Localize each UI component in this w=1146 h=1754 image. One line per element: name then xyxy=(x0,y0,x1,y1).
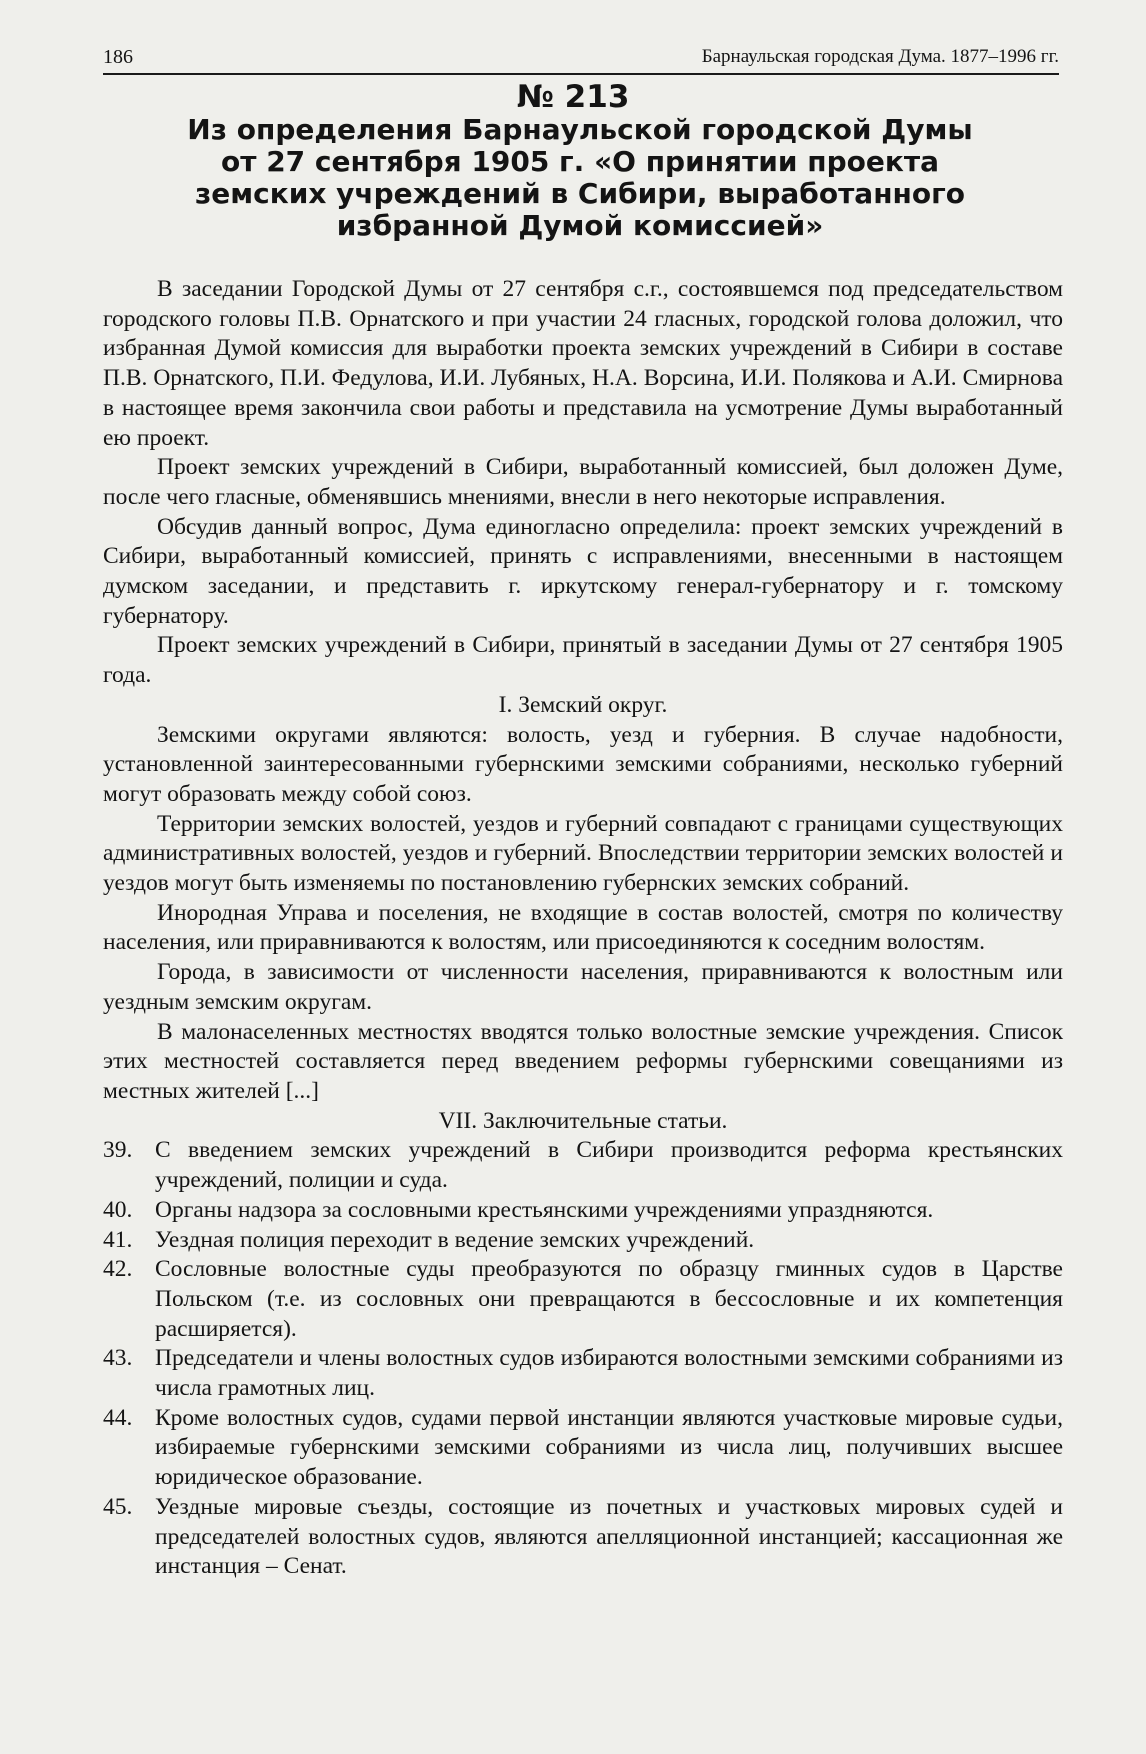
intro-paragraph: Проект земских учреждений в Сибири, выработанный комиссией, был доложен Думе, после чего гласные, обменявшись мнениями, внесли в него некоторые исправления. xyxy=(103,454,1063,510)
article-item xyxy=(103,1226,1063,1256)
article-text: Кроме волостных судов, судами первой инстанции являются участковые мировые судьи, избираемые губернскими земскими собраниями из числа лиц, получивших высшее юридическое образование. xyxy=(155,1404,1063,1491)
article-number: 43. xyxy=(103,1345,133,1372)
document-title xyxy=(118,114,1042,242)
section-heading-7: VII. Заключительные статьи. xyxy=(438,1107,728,1134)
article-item xyxy=(103,1136,1063,1195)
title-line: от 27 сентября 1905 г. «О принятии проекта xyxy=(220,145,939,178)
article-item xyxy=(103,1493,1063,1582)
article-text: С введением земских учреждений в Сибири производится реформа крестьянских учреждений, полиции и суда. xyxy=(155,1137,1063,1194)
header-rule xyxy=(103,73,1059,75)
document-number: № 213 xyxy=(516,79,630,115)
section-paragraph: Земскими округами являются: волость, уезд и губерния. В случае надобности, установленной заинтересованными губернскими земскими собраниями, несколько губерний могут образовать между собой союз. xyxy=(103,721,1063,807)
intro-paragraph: В заседании Городской Думы от 27 сентября с.г., состоявшемся под председательством городского головы П.В. Орнатского и при участии 24 гласных, городской голова доложил, что избранная Думой комиссия для выработки проекта земских учреждений в Сибири в составе П.В. Орнатского, П.И. Федулова, И.И. Лубяных, Н.А. Ворсина, И.И. Полякова и А.И. Смирнова в настоящее время закончила свои работы и представила на усмотрение Думы выработанный ею проект. xyxy=(103,276,1063,451)
article-text: Уездные мировые съезды, состоящие из почетных и участковых мировых судей и председателей волостных судов, являются апелляционной инстанцией; кассационная же инстанция – Сенат. xyxy=(155,1493,1063,1580)
article-text: Уездная полиция переходит в ведение земских учреждений. xyxy=(155,1226,755,1253)
section-paragraph: Инородная Управа и поселения, не входящие в состав волостей, смотря по количеству населения, или приравниваются к волостям, или присоединяются к соседним волостям. xyxy=(103,899,1063,956)
section-paragraph: Города, в зависимости от численности населения, приравниваются к волостным или уездным земским округам. xyxy=(103,959,1063,1015)
page-header xyxy=(103,46,1059,76)
title-line: Из определения Барнаульской городской Думы xyxy=(187,113,973,146)
article-item xyxy=(103,1344,1063,1403)
section-paragraph: Территории земских волостей, уездов и губерний совпадают с границами существующих административных волостей, уездов и губерний. Впоследствии территории земских волостей и уездов могут быть изменяемы по постановлению губернских земских собраний. xyxy=(103,810,1063,897)
article-item xyxy=(103,1196,1063,1226)
article-number: 39. xyxy=(103,1137,133,1164)
article-number: 44. xyxy=(103,1404,133,1431)
section-paragraph: В малонаселенных местностях вводятся только волостные земские учреждения. Список этих местностей составляется перед введением реформы губернскими совещаниями из местных жителей [...] xyxy=(103,1018,1063,1104)
intro-paragraph: Проект земских учреждений в Сибири, принятый в заседании Думы от 27 сентября 1905 года. xyxy=(103,632,1063,689)
section-heading-1: I. Земский округ. xyxy=(498,691,668,718)
article-text: Председатели и члены волостных судов избираются волостными земскими собраниями из числа грамотных лиц. xyxy=(155,1345,1063,1402)
title-line: избранной Думой комиссией» xyxy=(336,209,824,242)
article-item xyxy=(103,1255,1063,1344)
intro-paragraph: Обсудив данный вопрос, Дума единогласно определила: проект земских учреждений в Сибири, выработанный комиссией, принять с исправлениями, внесенными в настоящем думском заседании, и представить г. иркутскому генерал-губернатору и г. томскому губернатору. xyxy=(103,513,1063,629)
article-text: Органы надзора за сословными крестьянскими учреждениями упраздняются. xyxy=(155,1196,934,1223)
body-text xyxy=(103,275,1063,1582)
article-number: 40. xyxy=(103,1196,133,1223)
page-number: 186 xyxy=(103,46,133,68)
article-number: 42. xyxy=(103,1256,133,1283)
running-title: Барнаульская городская Дума. 1877–1996 гг. xyxy=(701,46,1059,67)
article-number: 41. xyxy=(103,1226,133,1253)
article-text: Сословные волостные суды преобразуются по образцу гминных судов в Царстве Польском (т.е. из сословных они превращаются в бессословные и их компетенция расширяется). xyxy=(155,1256,1063,1342)
article-item xyxy=(103,1404,1063,1493)
article-number: 45. xyxy=(103,1493,133,1520)
title-line: земских учреждений в Сибири, выработанного xyxy=(194,177,965,210)
article-list xyxy=(103,1136,1063,1582)
